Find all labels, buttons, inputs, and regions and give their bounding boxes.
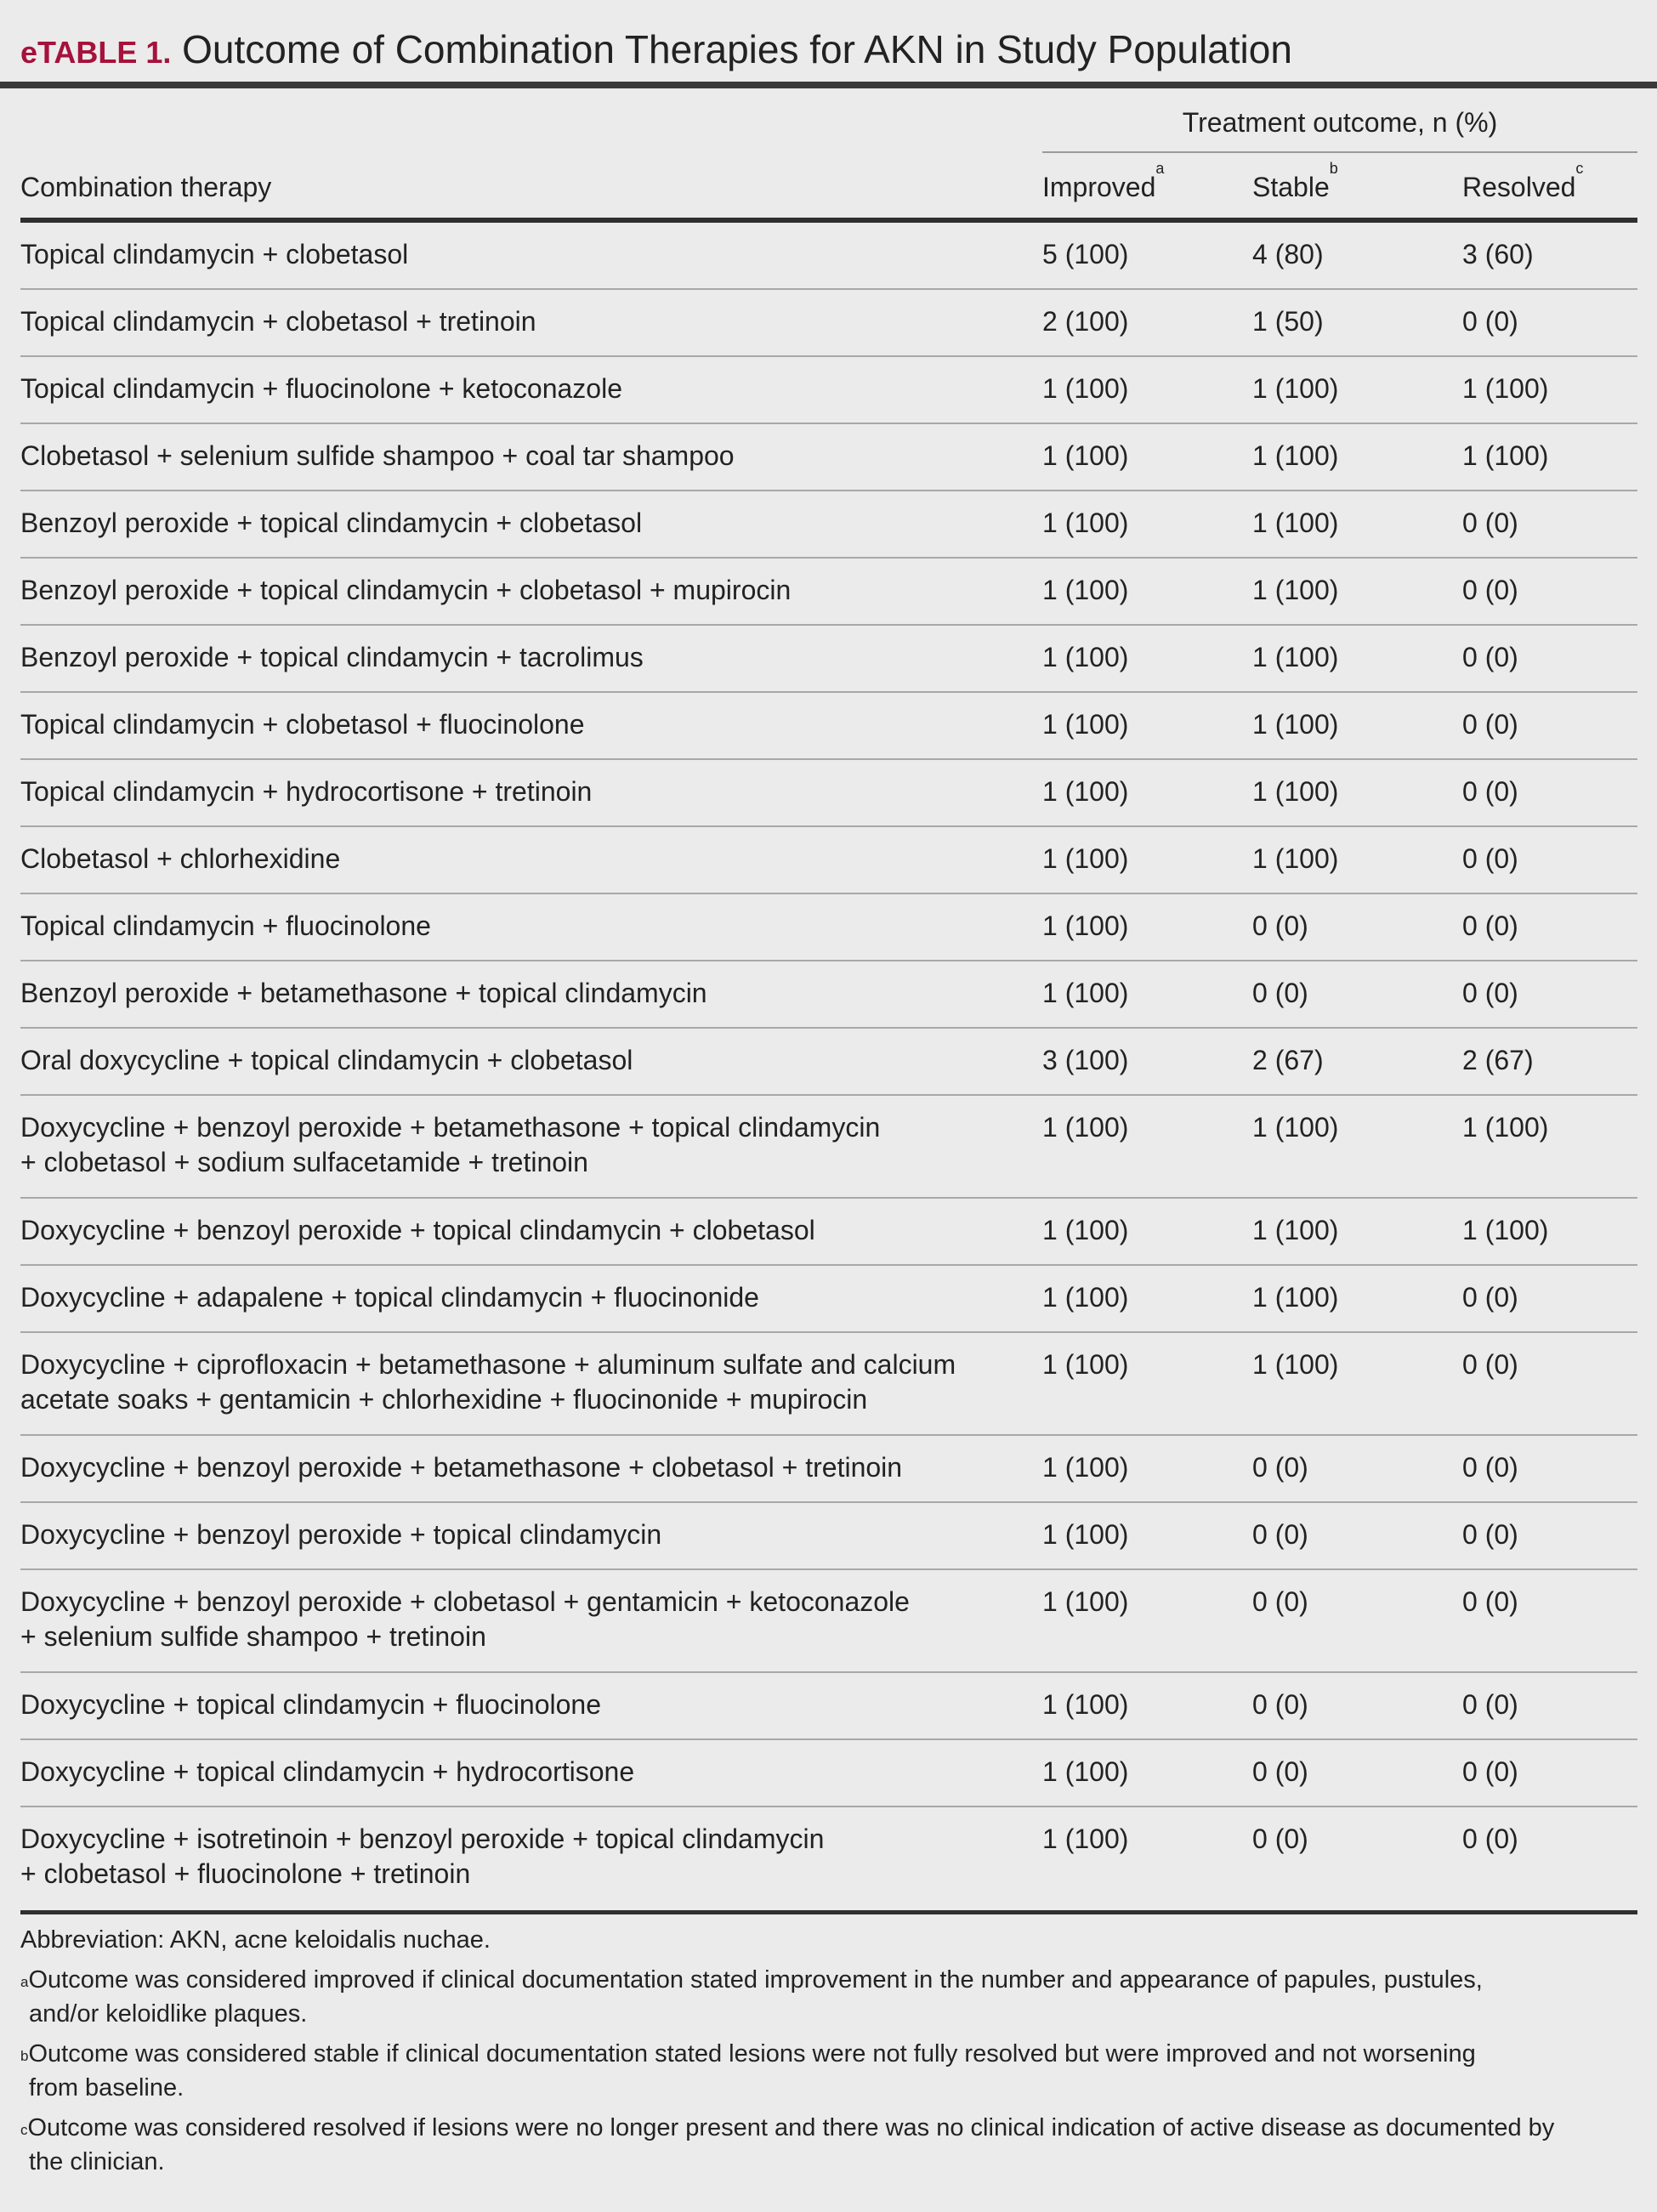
table-row — [20, 1436, 1637, 1503]
improved-cell: 1 (100) — [1042, 1349, 1129, 1380]
title-rule — [0, 82, 1657, 88]
table-row — [20, 894, 1637, 961]
resolved-cell: 0 (0) — [1462, 843, 1518, 874]
therapy-line: Benzoyl peroxide + betamethasone + topical clindamycin — [20, 978, 707, 1008]
improved-cell: 1 (100) — [1042, 1112, 1129, 1143]
footnote-line: the clinician. — [29, 2148, 165, 2175]
table-row — [20, 1199, 1637, 1266]
therapy-line: Topical clindamycin + clobetasol — [20, 239, 409, 269]
table-row — [20, 1266, 1637, 1333]
stable-cell: 0 (0) — [1252, 978, 1308, 1008]
therapy-cell — [20, 1280, 1024, 1315]
resolved-cell: 0 (0) — [1462, 1349, 1518, 1380]
table-row — [20, 1807, 1637, 1910]
stable-cell: 1 (100) — [1252, 1282, 1339, 1313]
improved-cell: 1 (100) — [1042, 373, 1129, 404]
therapy-line: + clobetasol + sodium sulfacetamide + tretinoin — [20, 1147, 588, 1177]
footnote-marker: a — [20, 1974, 29, 1990]
table-row — [20, 491, 1637, 559]
table-row — [20, 1570, 1637, 1673]
stable-cell: 1 (100) — [1252, 1112, 1339, 1143]
column-header-stable — [1252, 155, 1338, 219]
resolved-cell: 1 (100) — [1462, 1215, 1549, 1245]
therapy-line: Benzoyl peroxide + topical clindamycin + clobetasol + mupirocin — [20, 575, 792, 605]
stable-cell: 1 (100) — [1252, 373, 1339, 404]
improved-cell: 2 (100) — [1042, 306, 1129, 337]
therapy-cell — [20, 842, 1024, 876]
therapy-line: Topical clindamycin + fluocinolone — [20, 910, 431, 941]
table-row — [20, 760, 1637, 827]
stable-cell: 1 (50) — [1252, 306, 1324, 337]
therapy-line: Doxycycline + benzoyl peroxide + topical clindamycin + clobetasol — [20, 1215, 815, 1245]
improved-cell: 1 (100) — [1042, 575, 1129, 605]
resolved-cell: 1 (100) — [1462, 440, 1549, 471]
column-header-label: Improved — [1042, 172, 1156, 202]
therapy-line: Doxycycline + topical clindamycin + fluocinolone — [20, 1689, 602, 1720]
therapy-cell — [20, 1347, 1024, 1417]
therapy-cell — [20, 573, 1024, 608]
outcome-group-header: Treatment outcome, n (%) — [1182, 107, 1498, 138]
footnotes — [20, 1963, 1636, 2179]
stable-cell: 1 (100) — [1252, 843, 1339, 874]
resolved-cell: 0 (0) — [1462, 1519, 1518, 1550]
resolved-cell: 0 (0) — [1462, 1756, 1518, 1787]
table-title — [20, 19, 1292, 83]
therapy-line: Topical clindamycin + clobetasol + fluocinolone — [20, 709, 585, 740]
stable-cell: 2 (67) — [1252, 1045, 1324, 1075]
footnote-line: Outcome was considered resolved if lesions were no longer present and there was no clinical indication of active disease as documented by — [27, 2114, 1555, 2141]
therapy-line: + clobetasol + fluocinolone + tretinoin — [20, 1858, 471, 1889]
table-row — [20, 1333, 1637, 1436]
improved-cell: 3 (100) — [1042, 1045, 1129, 1075]
stable-cell: 1 (100) — [1252, 575, 1339, 605]
group-header-rule — [1042, 151, 1637, 153]
therapy-cell — [20, 1755, 1024, 1789]
therapy-cell — [20, 1043, 1024, 1078]
therapy-line: Doxycycline + ciprofloxacin + betamethasone + aluminum sulfate and calcium — [20, 1349, 956, 1380]
improved-cell: 1 (100) — [1042, 1823, 1129, 1854]
therapy-line: Doxycycline + benzoyl peroxide + topical clindamycin — [20, 1519, 662, 1550]
resolved-cell: 0 (0) — [1462, 575, 1518, 605]
therapy-line: Topical clindamycin + clobetasol + tretinoin — [20, 306, 536, 337]
table-row — [20, 961, 1637, 1029]
table-row — [20, 357, 1637, 424]
table-row — [20, 1740, 1637, 1807]
stable-cell: 1 (100) — [1252, 508, 1339, 538]
therapy-line: Doxycycline + adapalene + topical clindamycin + fluocinonide — [20, 1282, 759, 1313]
stable-cell: 0 (0) — [1252, 1452, 1308, 1483]
therapy-line: Clobetasol + selenium sulfide shampoo + coal tar shampoo — [20, 440, 735, 471]
table-notes — [20, 1923, 1636, 2185]
therapy-cell — [20, 909, 1024, 944]
therapy-line: Oral doxycycline + topical clindamycin + clobetasol — [20, 1045, 633, 1075]
table-row — [20, 424, 1637, 491]
therapy-line: Doxycycline + benzoyl peroxide + betamethasone + topical clindamycin — [20, 1112, 881, 1143]
therapy-line: Benzoyl peroxide + topical clindamycin + tacrolimus — [20, 642, 644, 672]
table-row — [20, 1503, 1637, 1570]
footnote-line: from baseline. — [29, 2074, 184, 2101]
table-row — [20, 827, 1637, 894]
therapy-line: Clobetasol + chlorhexidine — [20, 843, 341, 874]
improved-cell: 1 (100) — [1042, 709, 1129, 740]
resolved-cell: 0 (0) — [1462, 978, 1518, 1008]
improved-cell: 1 (100) — [1042, 910, 1129, 941]
table-row — [20, 290, 1637, 357]
table-row — [20, 559, 1637, 626]
resolved-cell: 0 (0) — [1462, 508, 1518, 538]
column-header-label: Resolved — [1462, 172, 1576, 202]
table-row — [20, 626, 1637, 693]
stable-cell: 1 (100) — [1252, 1349, 1339, 1380]
table-title-label: eTABLE 1. — [20, 35, 172, 70]
therapy-line: Doxycycline + benzoyl peroxide + clobetasol + gentamicin + ketoconazole — [20, 1586, 910, 1617]
resolved-cell: 0 (0) — [1462, 776, 1518, 807]
stable-cell: 1 (100) — [1252, 1215, 1339, 1245]
footnote-marker: b — [1329, 160, 1338, 177]
footnote-line: and/or keloidlike plaques. — [29, 2000, 308, 2028]
resolved-cell: 2 (67) — [1462, 1045, 1534, 1075]
footnote-line: Outcome was considered stable if clinical documentation stated lesions were not fully resolved but were improved and not worsening — [28, 2040, 1476, 2067]
stable-cell: 1 (100) — [1252, 776, 1339, 807]
table-row — [20, 1673, 1637, 1740]
table-body — [20, 223, 1637, 1910]
improved-cell: 1 (100) — [1042, 642, 1129, 672]
improved-cell: 1 (100) — [1042, 440, 1129, 471]
therapy-line: Topical clindamycin + fluocinolone + ketoconazole — [20, 373, 622, 404]
therapy-cell — [20, 1110, 1024, 1180]
therapy-cell — [20, 439, 1024, 474]
improved-cell: 1 (100) — [1042, 1586, 1129, 1617]
resolved-cell: 0 (0) — [1462, 1689, 1518, 1720]
table-bottom-rule — [20, 1910, 1637, 1914]
stable-cell: 0 (0) — [1252, 1519, 1308, 1550]
footnote-marker: b — [20, 2048, 29, 2064]
therapy-line: Doxycycline + topical clindamycin + hydrocortisone — [20, 1756, 635, 1787]
stable-cell: 0 (0) — [1252, 1823, 1308, 1854]
table-title-text: Outcome of Combination Therapies for AKN in Study Population — [182, 27, 1292, 71]
therapy-cell — [20, 372, 1024, 406]
resolved-cell: 0 (0) — [1462, 1282, 1518, 1313]
resolved-cell: 1 (100) — [1462, 373, 1549, 404]
footnote-b — [20, 2037, 1636, 2105]
therapy-line: Doxycycline + benzoyl peroxide + betamethasone + clobetasol + tretinoin — [20, 1452, 903, 1483]
improved-cell: 1 (100) — [1042, 1452, 1129, 1483]
stable-cell: 4 (80) — [1252, 239, 1324, 269]
improved-cell: 1 (100) — [1042, 1215, 1129, 1245]
resolved-cell: 0 (0) — [1462, 910, 1518, 941]
therapy-cell — [20, 1517, 1024, 1552]
therapy-line: Doxycycline + isotretinoin + benzoyl peroxide + topical clindamycin — [20, 1823, 825, 1854]
improved-cell: 1 (100) — [1042, 776, 1129, 807]
stable-cell: 1 (100) — [1252, 709, 1339, 740]
improved-cell: 5 (100) — [1042, 239, 1129, 269]
table-row — [20, 1029, 1637, 1096]
resolved-cell: 0 (0) — [1462, 1586, 1518, 1617]
therapy-cell — [20, 640, 1024, 675]
therapy-cell — [20, 506, 1024, 541]
improved-cell: 1 (100) — [1042, 1519, 1129, 1550]
column-header-improved — [1042, 155, 1164, 219]
therapy-cell — [20, 1822, 1024, 1892]
stable-cell: 0 (0) — [1252, 1689, 1308, 1720]
improved-cell: 1 (100) — [1042, 1689, 1129, 1720]
improved-cell: 1 (100) — [1042, 508, 1129, 538]
footnote-marker: a — [1155, 160, 1165, 177]
therapy-cell — [20, 707, 1024, 742]
resolved-cell: 0 (0) — [1462, 1452, 1518, 1483]
therapy-line: acetate soaks + gentamicin + chlorhexidine + fluocinonide + mupirocin — [20, 1384, 868, 1415]
stable-cell: 1 (100) — [1252, 440, 1339, 471]
therapy-line: + selenium sulfide shampoo + tretinoin — [20, 1621, 486, 1652]
therapy-line: Benzoyl peroxide + topical clindamycin + clobetasol — [20, 508, 643, 538]
improved-cell: 1 (100) — [1042, 843, 1129, 874]
footnote-a — [20, 1963, 1636, 2031]
therapy-cell — [20, 1687, 1024, 1722]
therapy-cell — [20, 304, 1024, 339]
abbreviation-note: Abbreviation: AKN, acne keloidalis nuchae. — [20, 1926, 491, 1954]
footnote-line: Outcome was considered improved if clinical documentation stated improvement in the number and appearance of papules, pustules, — [28, 1966, 1483, 1994]
resolved-cell: 0 (0) — [1462, 642, 1518, 672]
footnote-marker: c — [20, 2122, 28, 2138]
therapy-cell — [20, 1450, 1024, 1485]
stable-cell: 0 (0) — [1252, 1756, 1308, 1787]
column-header-therapy — [20, 155, 271, 219]
table-row — [20, 693, 1637, 760]
therapy-cell — [20, 1585, 1024, 1654]
column-header-label: Combination therapy — [20, 172, 272, 202]
footnote-marker: c — [1575, 160, 1584, 177]
table-row — [20, 223, 1637, 290]
therapy-cell — [20, 774, 1024, 809]
improved-cell: 1 (100) — [1042, 978, 1129, 1008]
therapy-cell — [20, 1213, 1024, 1248]
column-header-resolved — [1462, 155, 1583, 219]
stable-cell: 0 (0) — [1252, 1586, 1308, 1617]
column-header-label: Stable — [1252, 172, 1330, 202]
therapy-cell — [20, 976, 1024, 1011]
stable-cell: 1 (100) — [1252, 642, 1339, 672]
resolved-cell: 0 (0) — [1462, 709, 1518, 740]
therapy-line: Topical clindamycin + hydrocortisone + tretinoin — [20, 776, 593, 807]
improved-cell: 1 (100) — [1042, 1756, 1129, 1787]
resolved-cell: 3 (60) — [1462, 239, 1534, 269]
footnote-c — [20, 2111, 1636, 2179]
table-row — [20, 1096, 1637, 1199]
resolved-cell: 0 (0) — [1462, 1823, 1518, 1854]
therapy-cell — [20, 237, 1024, 272]
resolved-cell: 0 (0) — [1462, 306, 1518, 337]
improved-cell: 1 (100) — [1042, 1282, 1129, 1313]
resolved-cell: 1 (100) — [1462, 1112, 1549, 1143]
stable-cell: 0 (0) — [1252, 910, 1308, 941]
